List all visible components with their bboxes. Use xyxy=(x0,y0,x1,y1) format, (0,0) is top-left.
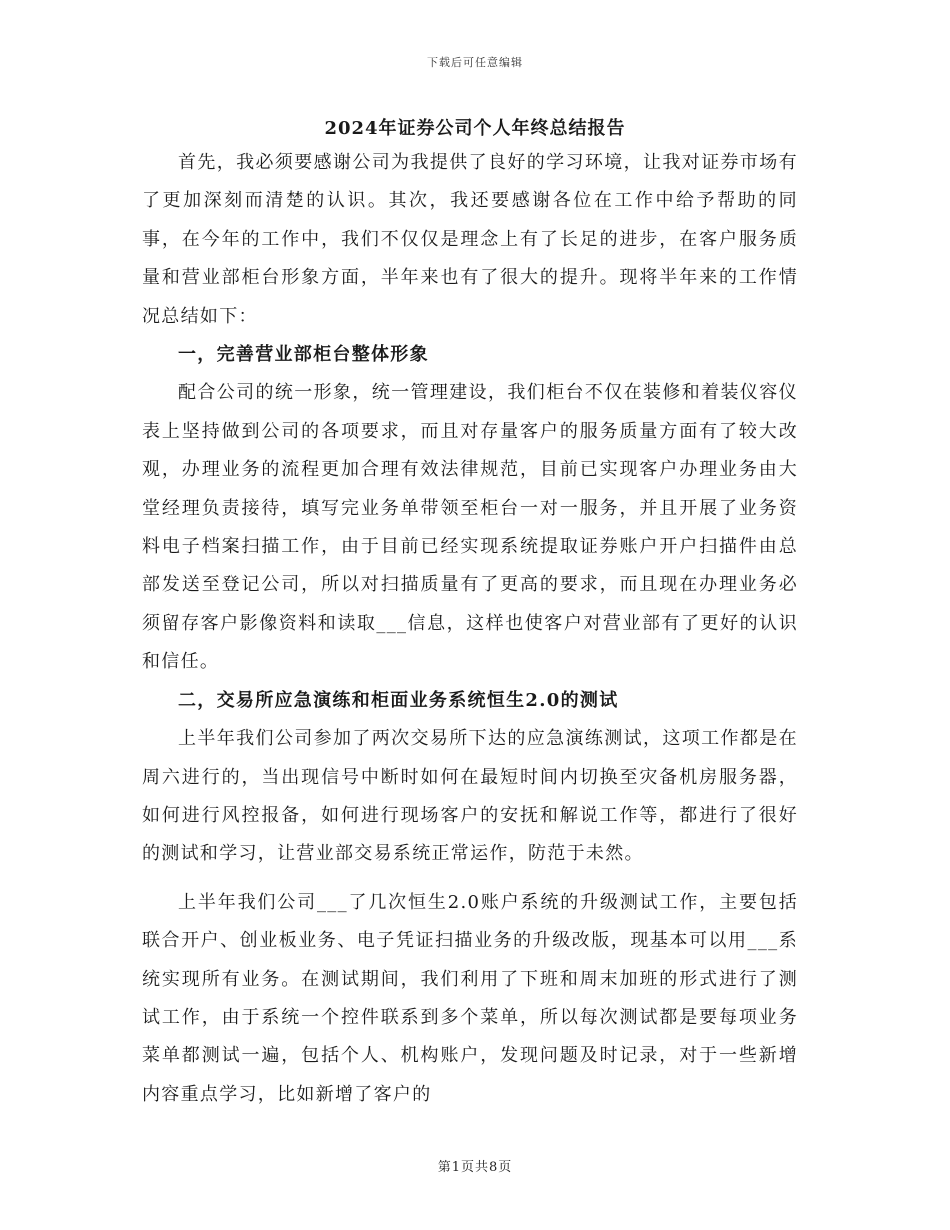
section-heading-2: 二，交易所应急演练和柜面业务系统恒生2.0的测试 xyxy=(178,689,619,711)
section-2-paragraph-1: 上半年我们公司参加了两次交易所下达的应急演练测试，这项工作都是在周六进行的，当出现信号中断时如何在最短时间内切换至灾备机房服务器，如何进行风控报备，如何进行现场客户的安抚和解说工作等，都进行了很好的测试和学习，让营业部交易系统正常运作，防范于未然。 xyxy=(142,728,798,865)
page-number-footer: 第1页共8页 xyxy=(437,1160,513,1175)
section-heading-1: 一，完善营业部柜台整体形象 xyxy=(178,344,429,366)
document-body xyxy=(142,144,798,1114)
section-2-paragraph-2: 上半年我们公司___了几次恒生2.0账户系统的升级测试工作，主要包括联合开户、创业板业务、电子凭证扫描业务的升级改版，现基本可以用___系统实现所有业务。在测试期间，我们利用了下班和周末加班的形式进行了测试工作，由于系统一个控件联系到多个菜单，所以每次测试都是要每项业务菜单都测试一遍，包括个人、机构账户，发现问题及时记录，对于一些新增内容重点学习，比如新增了客户的 xyxy=(142,891,798,1105)
document-title: 2024年证券公司个人年终总结报告 xyxy=(324,118,626,139)
page-header-note: 下载后可任意编辑 xyxy=(427,56,523,69)
intro-paragraph: 首先，我必须要感谢公司为我提供了良好的学习环境，让我对证券市场有了更加深刻而清楚的认识。其次，我还要感谢各位在工作中给予帮助的同事，在今年的工作中，我们不仅仅是理念上有了长足的进步，在客户服务质量和营业部柜台形象方面，半年来也有了很大的提升。现将半年来的工作情况总结如下： xyxy=(142,152,798,327)
section-1-paragraph: 配合公司的统一形象，统一管理建设，我们柜台不仅在装修和着装仪容仪表上坚持做到公司的各项要求，而且对存量客户的服务质量方面有了较大改观，办理业务的流程更加合理有效法律规范，目前已实现客户办理业务由大堂经理负责接待，填写完业务单带领至柜台一对一服务，并且开展了业务资料电子档案扫描工作，由于目前已经实现系统提取证券账户开户扫描件由总部发送至登记公司，所以对扫描质量有了更高的要求，而且现在办理业务必须留存客户影像资料和读取___信息，这样也使客户对营业部有了更好的认识和信任。 xyxy=(142,382,798,673)
